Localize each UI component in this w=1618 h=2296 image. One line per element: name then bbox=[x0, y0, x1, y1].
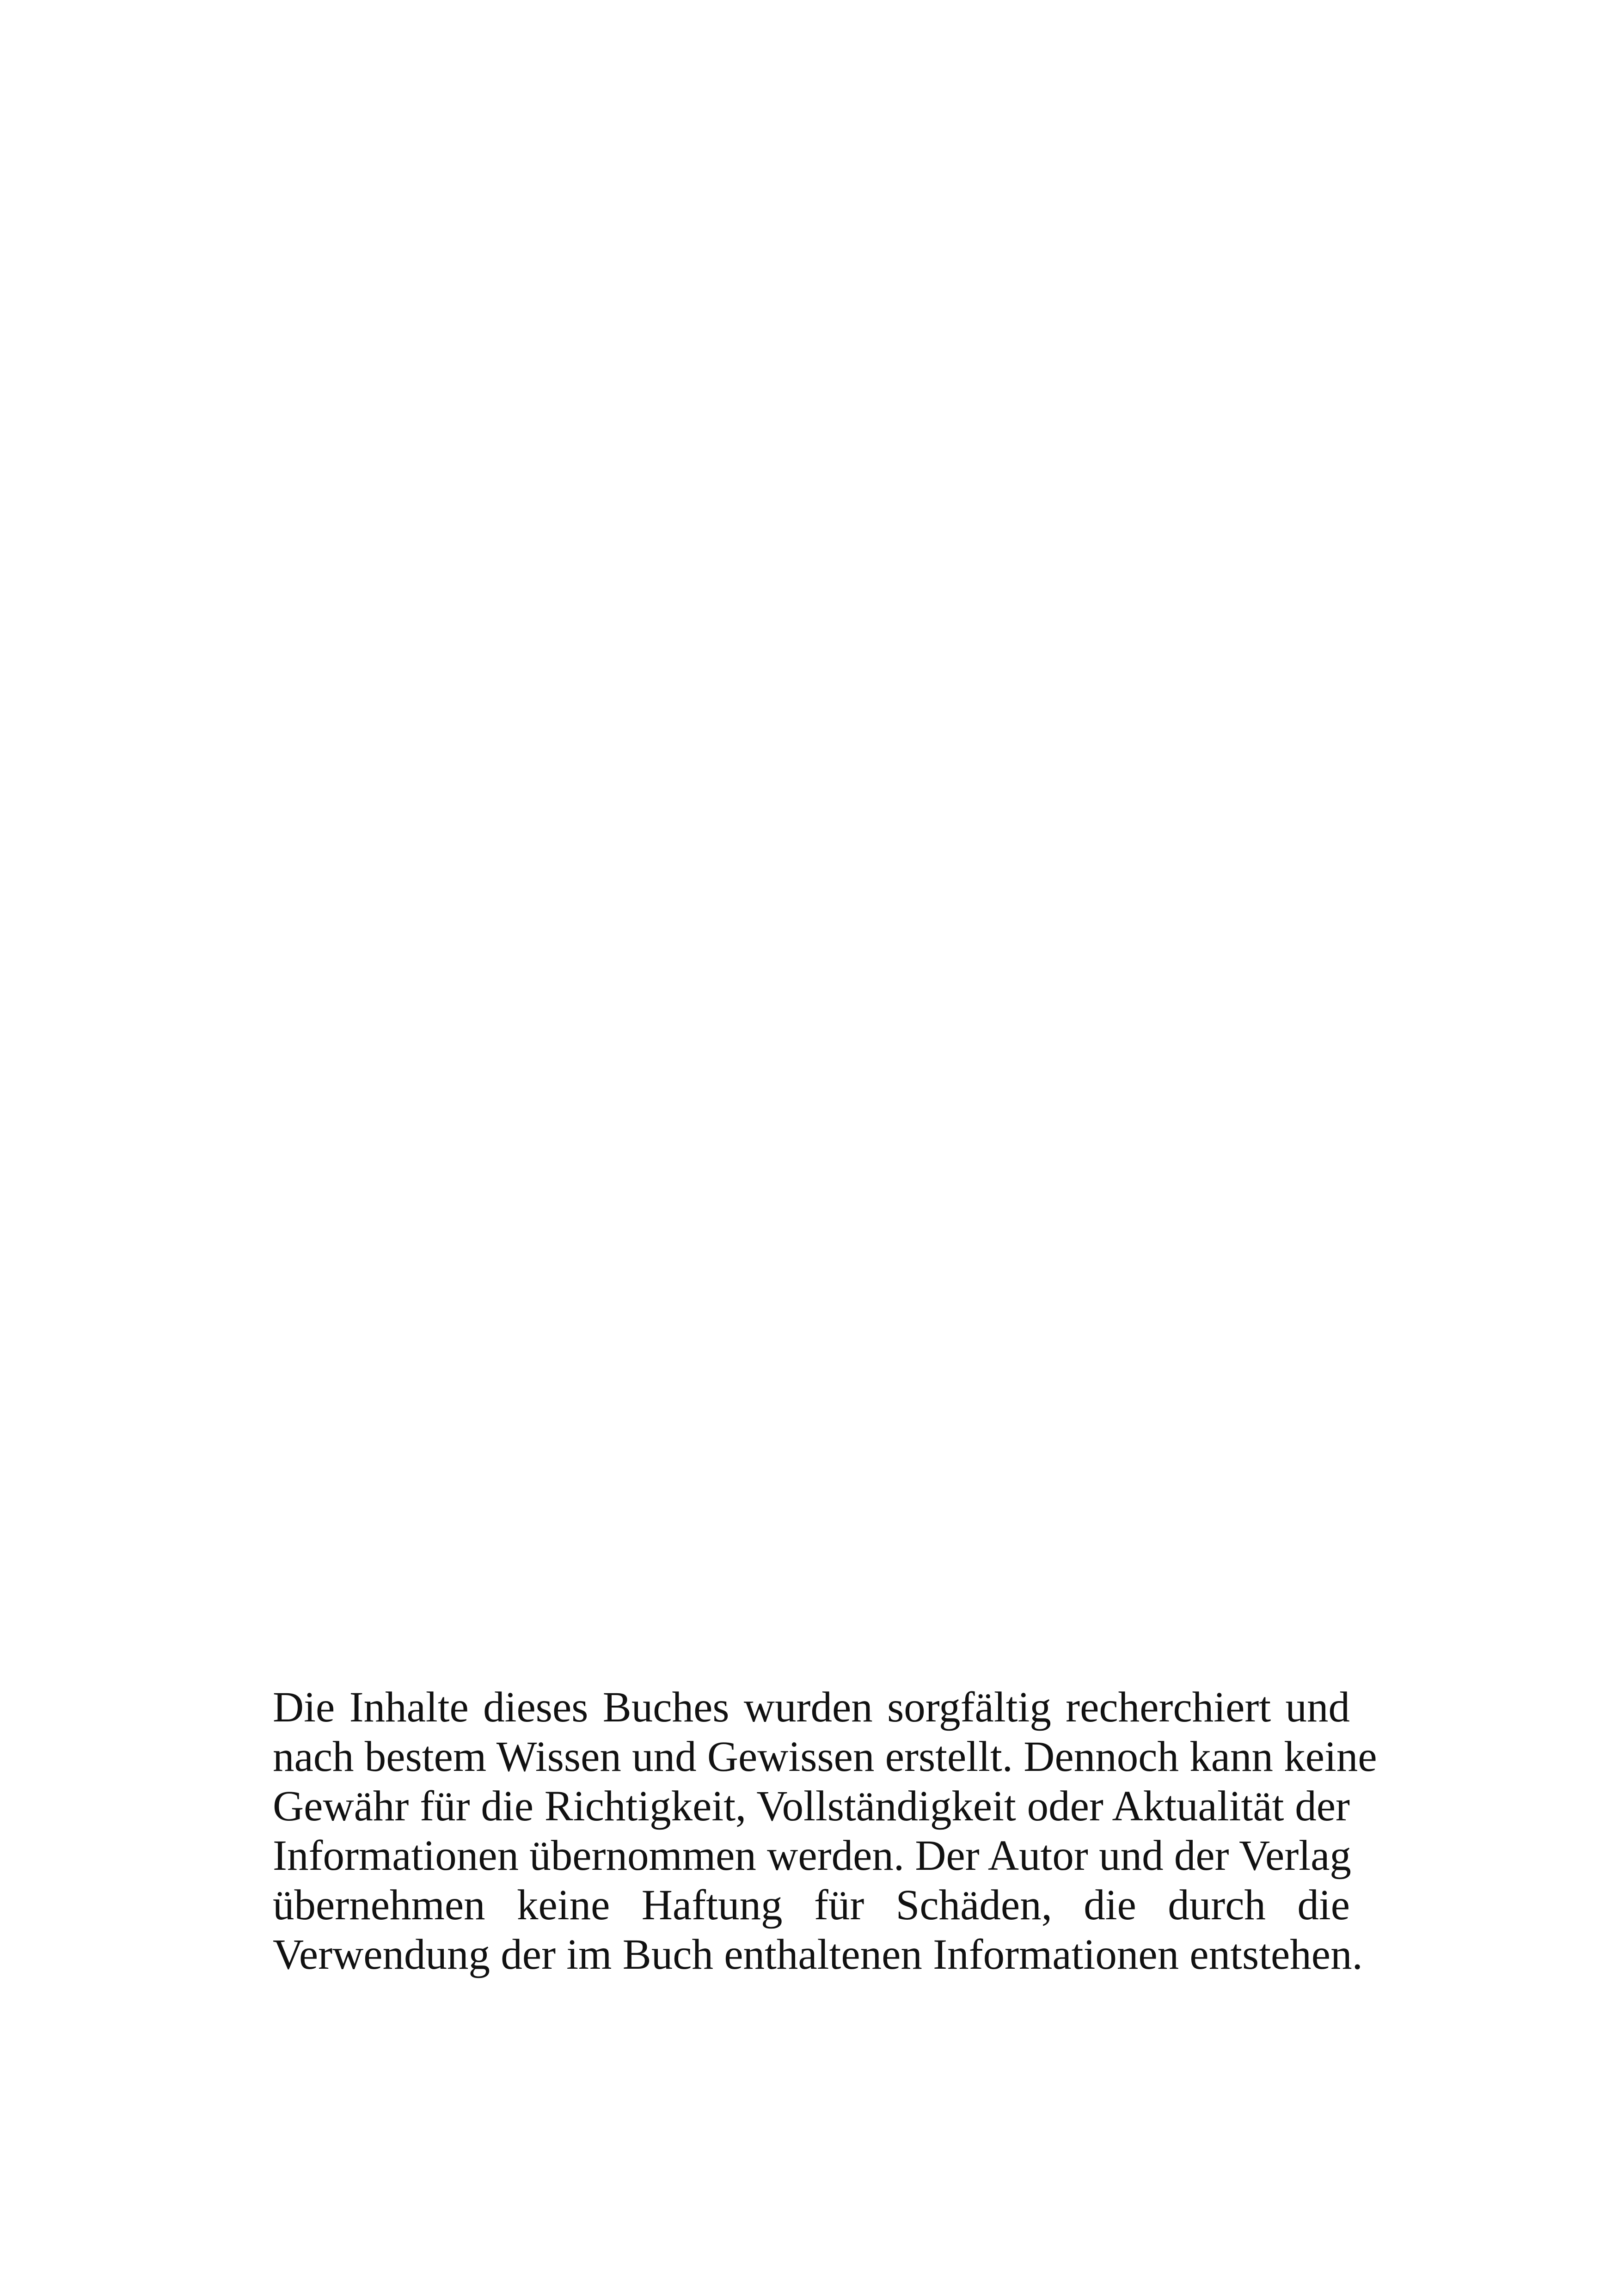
disclaimer-line-3: Gewähr für die Richtigkeit, Vollständigkeit oder Aktualität der bbox=[273, 1782, 1350, 1830]
disclaimer-line-1: Die Inhalte dieses Buches wurden sorgfältig recherchiert und bbox=[273, 1684, 1350, 1731]
disclaimer-paragraph bbox=[273, 1683, 1377, 1979]
disclaimer-line-4: Informationen übernommen werden. Der Autor und der Verlag bbox=[273, 1832, 1351, 1880]
disclaimer-line-2: nach bestem Wissen und Gewissen erstellt. Dennoch kann keine bbox=[273, 1733, 1377, 1781]
disclaimer-line-5: übernehmen keine Haftung für Schäden, die durch die bbox=[273, 1881, 1350, 1929]
disclaimer-line-6: Verwendung der im Buch enthaltenen Informationen entstehen. bbox=[273, 1931, 1363, 1978]
